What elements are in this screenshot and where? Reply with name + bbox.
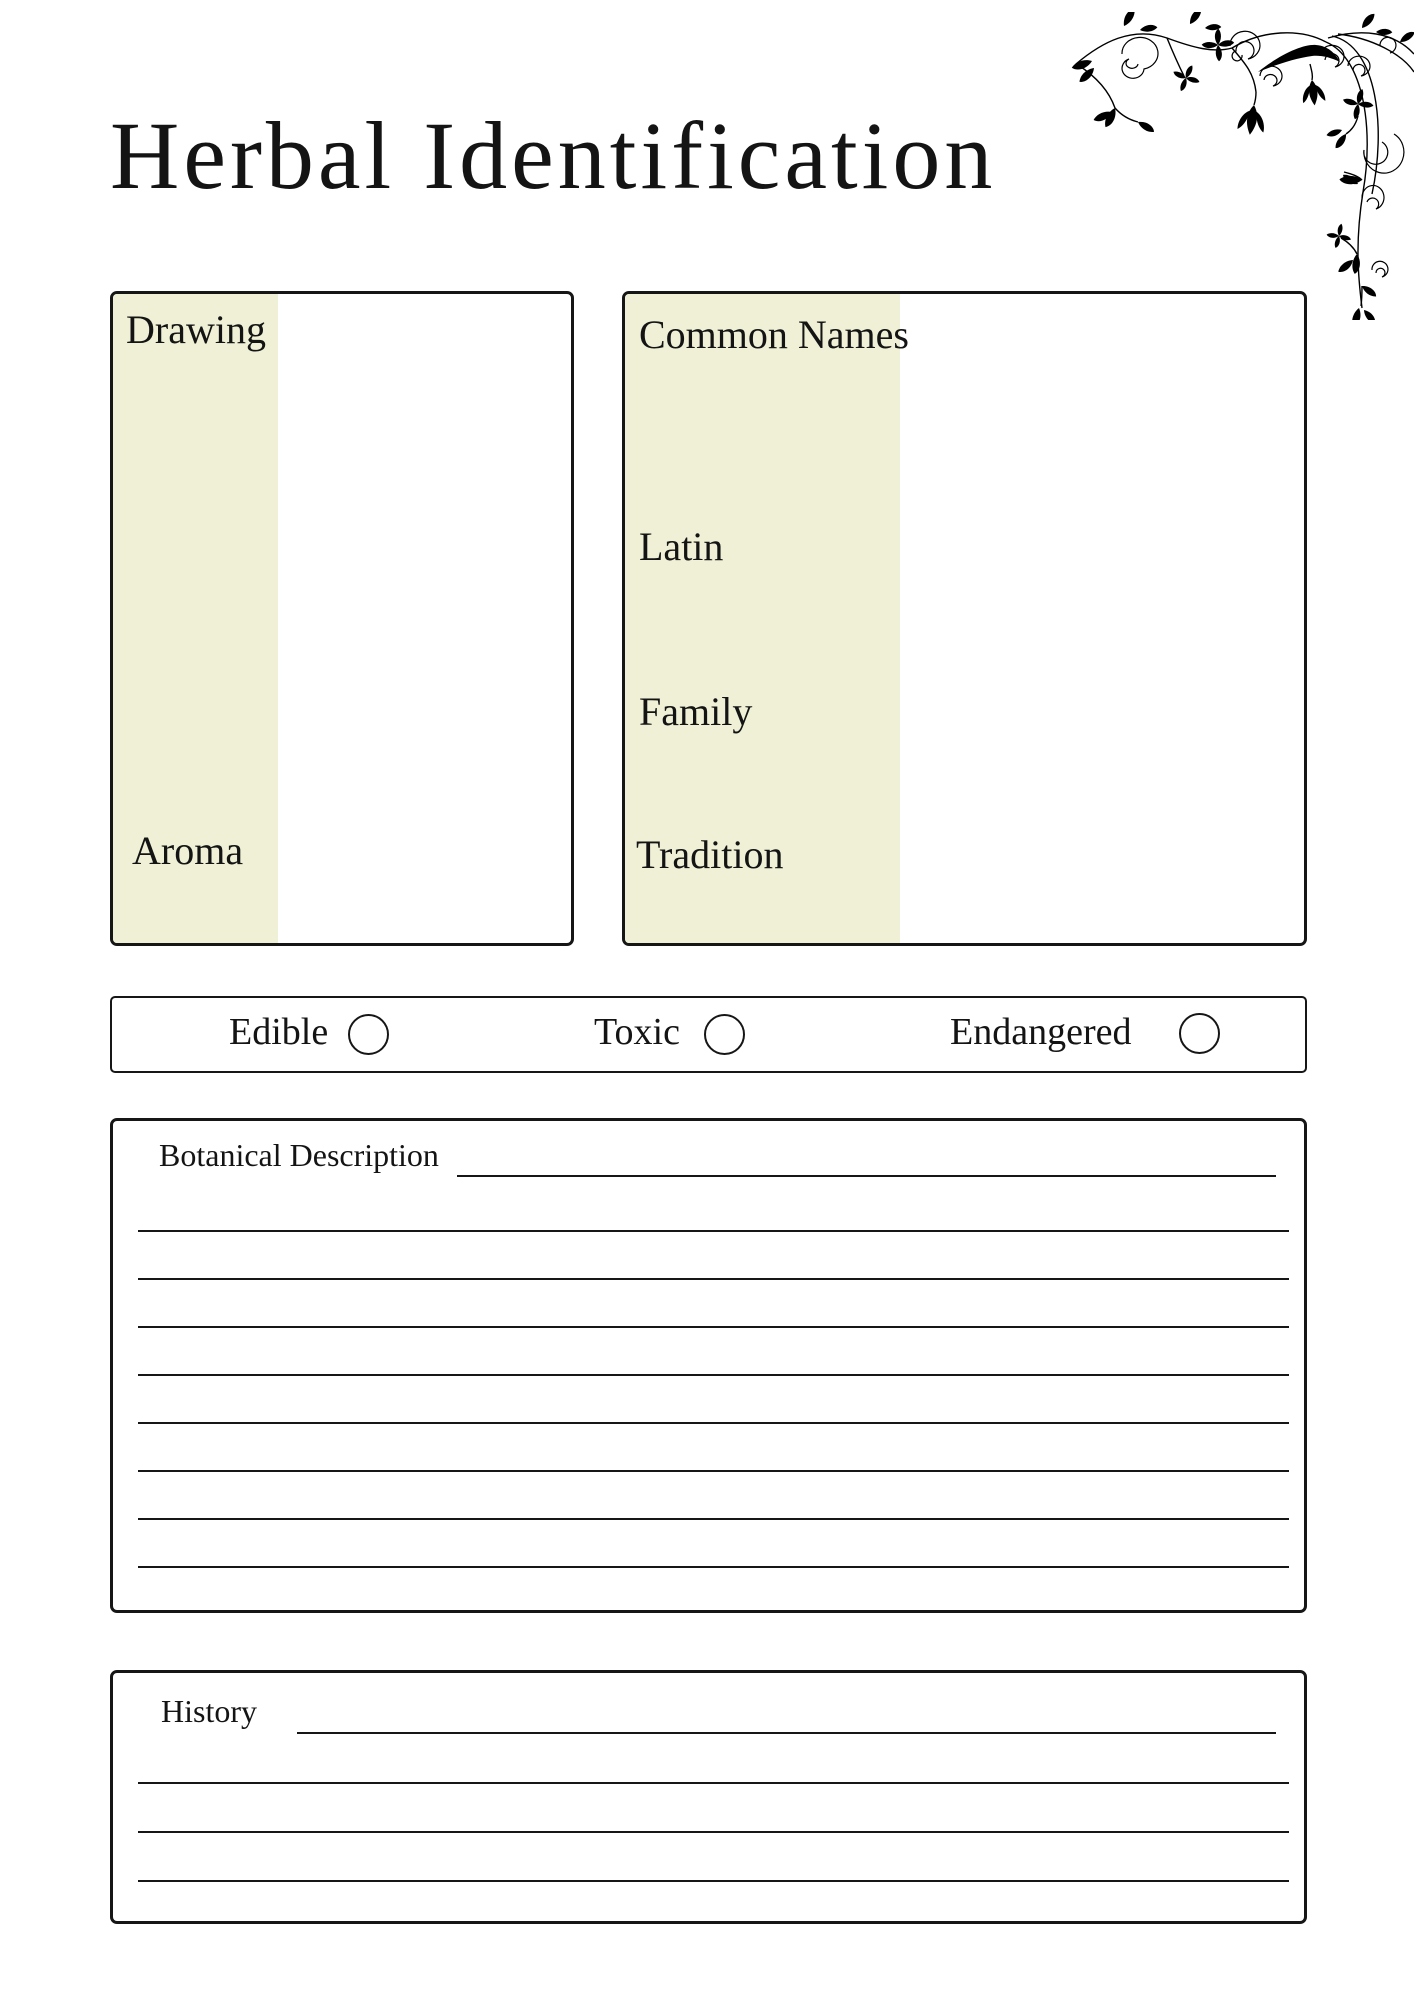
writing-line[interactable] bbox=[138, 1470, 1289, 1472]
writing-line[interactable] bbox=[138, 1831, 1289, 1833]
family-input-area[interactable] bbox=[900, 684, 1304, 829]
aroma-label: Aroma bbox=[132, 828, 244, 873]
writing-line[interactable] bbox=[138, 1518, 1289, 1520]
latin-input-area[interactable] bbox=[900, 519, 1304, 684]
page-title: Herbal Identification bbox=[110, 102, 997, 209]
writing-line[interactable] bbox=[138, 1230, 1289, 1232]
family-label: Family bbox=[639, 689, 753, 734]
edible-radio[interactable] bbox=[348, 1014, 389, 1055]
latin-label: Latin bbox=[639, 524, 724, 569]
history-label: History bbox=[161, 1693, 257, 1729]
drawing-label: Drawing bbox=[126, 307, 266, 352]
status-bar bbox=[110, 996, 1307, 1073]
names-card bbox=[622, 291, 1307, 946]
writing-line[interactable] bbox=[138, 1566, 1289, 1568]
writing-line[interactable] bbox=[138, 1278, 1289, 1280]
writing-line[interactable] bbox=[138, 1326, 1289, 1328]
botanical-description-label: Botanical Description bbox=[159, 1137, 439, 1173]
tradition-label: Tradition bbox=[636, 832, 784, 877]
common-names-input-area[interactable] bbox=[900, 294, 1304, 519]
endangered-label: Endangered bbox=[950, 1011, 1132, 1053]
botanical-label-line[interactable] bbox=[457, 1175, 1276, 1177]
floral-corner-flourish-icon bbox=[1062, 12, 1414, 320]
endangered-radio[interactable] bbox=[1179, 1013, 1220, 1054]
writing-line[interactable] bbox=[138, 1880, 1289, 1882]
common-names-label: Common Names bbox=[639, 312, 909, 357]
writing-line[interactable] bbox=[138, 1374, 1289, 1376]
writing-line[interactable] bbox=[138, 1422, 1289, 1424]
tradition-input-area[interactable] bbox=[900, 829, 1304, 943]
history-label-line[interactable] bbox=[297, 1732, 1276, 1734]
drawing-card bbox=[110, 291, 574, 946]
drawing-input-area[interactable] bbox=[278, 294, 572, 824]
toxic-radio[interactable] bbox=[704, 1014, 745, 1055]
edible-label: Edible bbox=[229, 1011, 329, 1053]
writing-line[interactable] bbox=[138, 1782, 1289, 1784]
history-section bbox=[110, 1670, 1307, 1924]
botanical-description-section bbox=[110, 1118, 1307, 1613]
toxic-label: Toxic bbox=[594, 1011, 680, 1053]
aroma-input-area[interactable] bbox=[278, 824, 572, 943]
